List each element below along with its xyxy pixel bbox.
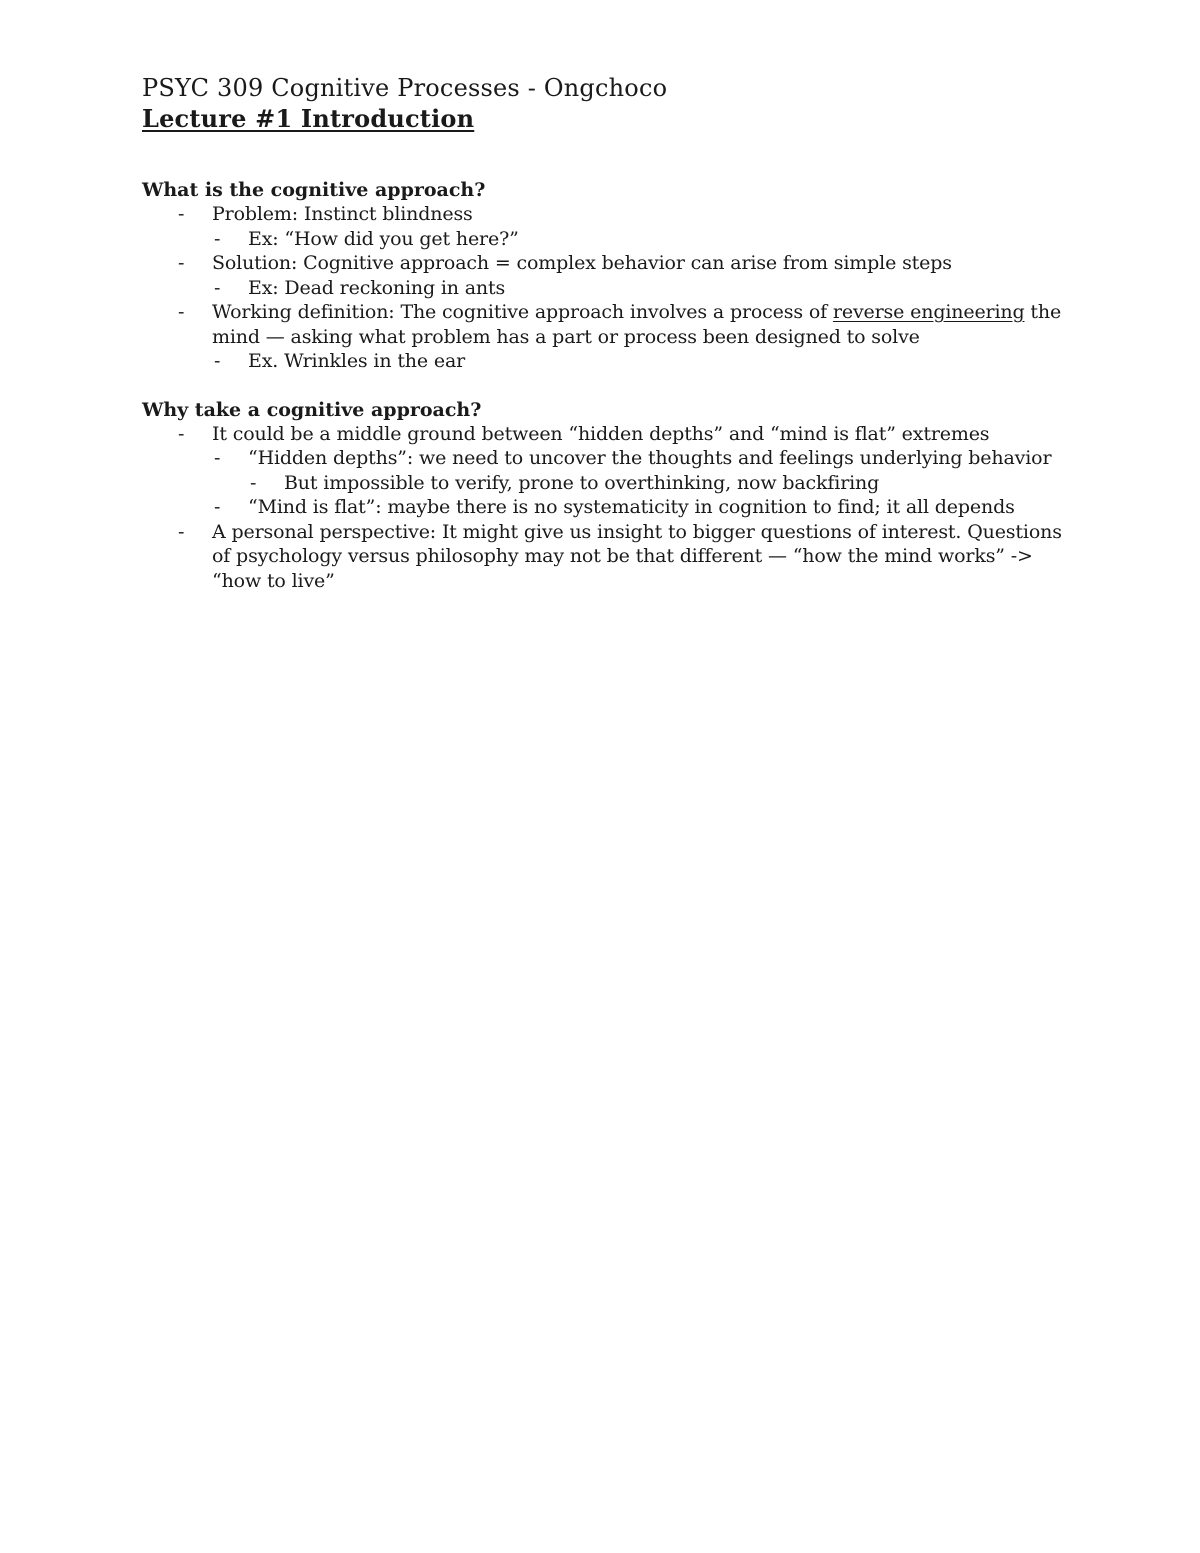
sub-bullet-list <box>142 446 1072 520</box>
list-item <box>212 495 1072 520</box>
lecture-title: Lecture #1 Introduction <box>142 104 475 133</box>
bullet-list <box>142 422 1072 594</box>
bullet-dash: - <box>214 496 221 518</box>
bullet-list <box>142 202 1072 374</box>
list-item <box>248 471 1072 496</box>
course-title: PSYC 309 Cognitive Processes - Ongchoco <box>142 74 668 102</box>
section-heading: What is the cognitive approach? <box>142 179 486 201</box>
text-segment: Working definition: The cognitive approach involves a process of <box>212 301 833 323</box>
list-item-text: It could be a middle ground between “hidden depths” and “mind is flat” extremes <box>212 422 990 445</box>
list-item <box>142 300 1072 374</box>
bullet-dash: - <box>214 227 221 250</box>
bullet-dash: - <box>250 471 257 494</box>
bullet-dash: - <box>178 301 185 323</box>
sub-sub-bullet-list <box>248 471 1072 496</box>
document-page <box>142 72 1072 593</box>
section-cognitive-approach <box>142 178 1072 374</box>
list-item <box>142 251 1072 300</box>
section-why-cognitive-approach <box>142 398 1072 594</box>
list-item-text: “Mind is flat”: maybe there is no systematicity in cognition to find; it all depends <box>248 496 1015 518</box>
list-item-text: Ex: “How did you get here?” <box>248 227 519 250</box>
sub-bullet-list <box>142 349 1072 374</box>
bullet-dash: - <box>178 252 185 274</box>
section-heading: Why take a cognitive approach? <box>142 398 482 421</box>
sub-bullet-list <box>142 227 1072 252</box>
bullet-dash: - <box>214 276 221 299</box>
list-item-text: Solution: Cognitive approach = complex behavior can arise from simple steps <box>212 252 952 274</box>
list-item <box>212 349 1072 374</box>
list-item <box>142 520 1072 594</box>
list-item-text: Ex: Dead reckoning in ants <box>248 276 506 299</box>
bullet-dash: - <box>178 520 185 543</box>
list-item <box>142 202 1072 251</box>
list-item-text: “Hidden depths”: we need to uncover the thoughts and feelings underlying behavior <box>248 447 1052 469</box>
list-item-text <box>212 301 1061 348</box>
bullet-dash: - <box>214 447 221 469</box>
bullet-dash: - <box>178 422 185 445</box>
bullet-dash: - <box>214 350 221 372</box>
list-item <box>142 422 1072 520</box>
list-item-text: Problem: Instinct blindness <box>212 203 473 225</box>
list-item-text: Ex. Wrinkles in the ear <box>248 350 466 372</box>
list-item <box>212 276 1072 301</box>
bullet-dash: - <box>178 203 185 225</box>
underlined-term: reverse engineering <box>832 301 1025 323</box>
list-item <box>212 227 1072 252</box>
list-item-text: But impossible to verify, prone to overthinking, now backfiring <box>284 471 880 494</box>
sub-bullet-list <box>142 276 1072 301</box>
list-item-text: A personal perspective: It might give us insight to bigger questions of interest. Questions of psychology versus philosophy may not be that different — “how the mind works” -> “how to live” <box>212 520 1062 592</box>
text-segment: the mind — asking what problem has a part or process been designed to solve <box>212 301 1062 348</box>
list-item <box>212 446 1072 495</box>
